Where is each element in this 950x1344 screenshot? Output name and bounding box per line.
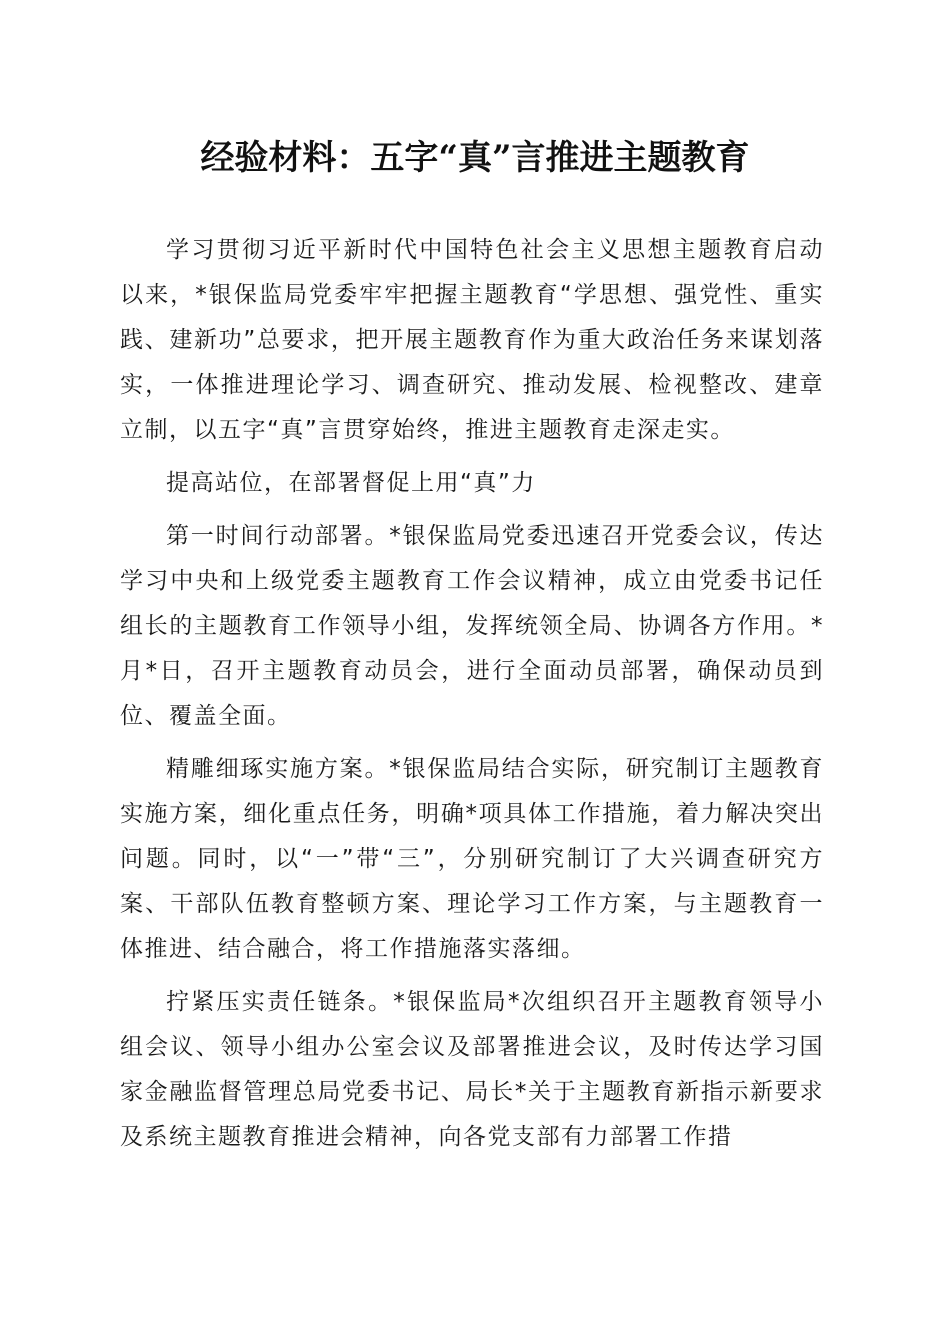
document-body: [120, 228, 824, 1168]
paragraph-deployment: 第一时间行动部署。*银保监局党委迅速召开党委会议，传达学习中央和上级党委主题教育工作会议精神，成立由党委书记任组长的主题教育工作领导小组，发挥统领全局、协调各方作用。*月*日，召开主题教育动员会，进行全面动员部署，确保动员到位、覆盖全面。: [120, 523, 824, 729]
intro-paragraph: 学习贯彻习近平新时代中国特色社会主义思想主题教育启动以来，*银保监局党委牢牢把握主题教育“学思想、强党性、重实践、建新功”总要求，把开展主题教育作为重大政治任务来谋划落实，一体推进理论学习、调查研究、推动发展、检视整改、建章立制，以五字“真”言贯穿始终，推进主题教育走深走实。: [120, 237, 824, 443]
section-heading: 提高站位，在部署督促上用“真”力: [166, 470, 536, 496]
paragraph-plan: 精雕细琢实施方案。*银保监局结合实际，研究制订主题教育实施方案，细化重点任务，明确*项具体工作措施，着力解决突出问题。同时，以“一”带“三”，分别研究制订了大兴调查研究方案、干部队伍教育整顿方案、理论学习工作方案，与主题教育一体推进、结合融合，将工作措施落实落细。: [120, 756, 824, 962]
paragraph-responsibility: 拧紧压实责任链条。*银保监局*次组织召开主题教育领导小组会议、领导小组办公室会议及部署推进会议，及时传达学习国家金融监督管理总局党委书记、局长*关于主题教育新指示新要求及系统主题教育推进会精神，向各党支部有力部署工作措: [120, 989, 824, 1150]
document-title: 经验材料：五字“真”言推进主题教育: [200, 138, 750, 178]
